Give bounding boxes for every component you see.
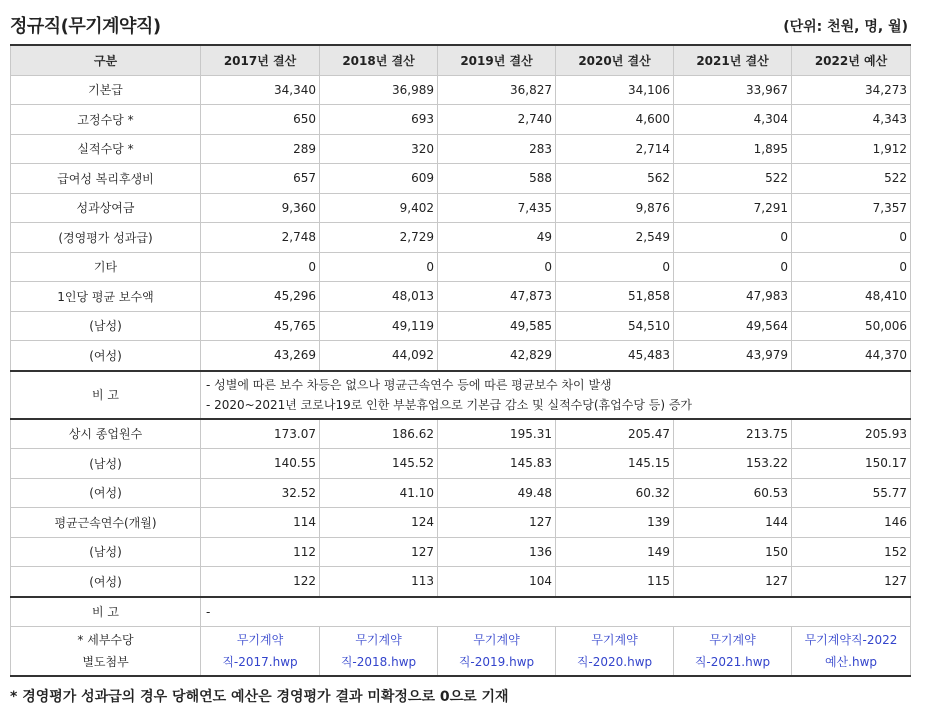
table-cell: 122 (201, 567, 320, 597)
table-row (11, 223, 911, 253)
table-cell: 650 (201, 105, 320, 135)
attachment-file-line: 직-2021.hwp (694, 655, 771, 669)
attachment-cell (792, 627, 911, 677)
attachment-cell (320, 627, 438, 677)
table-row (11, 311, 911, 341)
table-cell: 562 (556, 164, 674, 194)
table-cell: 150 (674, 537, 792, 567)
table-cell: 127 (438, 508, 556, 538)
column-header: 2017년 결산 (201, 45, 320, 75)
table-row (11, 341, 911, 371)
table-cell: 7,435 (438, 193, 556, 223)
attachment-file-line: 직-2019.hwp (458, 655, 535, 669)
table-cell: 2,740 (438, 105, 556, 135)
table-cell: 213.75 (674, 419, 792, 449)
table-cell: 60.32 (556, 478, 674, 508)
table-cell: 43,269 (201, 341, 320, 371)
table-cell: 205.93 (792, 419, 911, 449)
table-cell: 36,827 (438, 75, 556, 105)
table-row (11, 252, 911, 282)
table-cell: 54,510 (556, 311, 674, 341)
table-row (11, 164, 911, 194)
table-row (11, 537, 911, 567)
table-cell: 124 (320, 508, 438, 538)
attachment-file-link[interactable] (797, 629, 905, 673)
table-cell: 2,714 (556, 134, 674, 164)
table-cell: 43,979 (674, 341, 792, 371)
table-cell: 114 (201, 508, 320, 538)
table-cell: 195.31 (438, 419, 556, 449)
table-cell: 47,873 (438, 282, 556, 312)
attachment-file-line: 무기계약 (473, 633, 520, 647)
table-cell: 127 (320, 537, 438, 567)
remark-label: 비 고 (11, 371, 201, 419)
table-cell: 49 (438, 223, 556, 253)
table-cell: 34,273 (792, 75, 911, 105)
table-cell: 0 (201, 252, 320, 282)
row-label: 성과상여금 (11, 193, 201, 223)
table-cell: 145.52 (320, 449, 438, 479)
table-cell: 186.62 (320, 419, 438, 449)
table-cell: 104 (438, 567, 556, 597)
table-cell: 149 (556, 537, 674, 567)
attachment-file-line: 무기계약 (591, 633, 638, 647)
table-cell: 145.83 (438, 449, 556, 479)
table-cell: 1,895 (674, 134, 792, 164)
row-label: (남성) (11, 311, 201, 341)
table-cell: 34,106 (556, 75, 674, 105)
table-cell: 283 (438, 134, 556, 164)
row-label: 기본급 (11, 75, 201, 105)
page-title: 정규직(무기계약직) (10, 16, 161, 37)
table-cell: 36,989 (320, 75, 438, 105)
table-cell: 522 (674, 164, 792, 194)
attachment-file-line: 무기계약 (236, 633, 284, 647)
table-row (11, 449, 911, 479)
table-cell: 44,370 (792, 341, 911, 371)
remark-row (11, 597, 911, 627)
table-cell: 4,343 (792, 105, 911, 135)
table-row (11, 134, 911, 164)
row-label: 기타 (11, 252, 201, 282)
table-cell: 41.10 (320, 478, 438, 508)
attachment-cell (438, 627, 556, 677)
table-cell: 51,858 (556, 282, 674, 312)
footnote: * 경영평가 성과급의 경우 당해연도 예산은 경영평가 결과 미확정으로 0으로 기재 (10, 689, 509, 705)
table-cell: 0 (792, 223, 911, 253)
attachment-file-line: 무기계약직-2022 (804, 633, 898, 647)
table-cell: 205.47 (556, 419, 674, 449)
table-cell: 34,340 (201, 75, 320, 105)
column-header: 2022년 예산 (792, 45, 911, 75)
table-row (11, 75, 911, 105)
table-cell: 60.53 (674, 478, 792, 508)
table-cell: 7,357 (792, 193, 911, 223)
table-row (11, 105, 911, 135)
table-cell: 4,600 (556, 105, 674, 135)
table-cell: 55.77 (792, 478, 911, 508)
table-cell: 47,983 (674, 282, 792, 312)
table-cell: 45,483 (556, 341, 674, 371)
attachment-cell (674, 627, 792, 677)
table-cell: 0 (792, 252, 911, 282)
table-cell: 0 (320, 252, 438, 282)
row-label: (여성) (11, 567, 201, 597)
attachment-label-line: 별도첨부 (82, 655, 129, 669)
table-cell: 289 (201, 134, 320, 164)
table-cell: 152 (792, 537, 911, 567)
table-cell: 145.15 (556, 449, 674, 479)
table-cell: 113 (320, 567, 438, 597)
attachment-label (11, 627, 201, 677)
table-cell: 693 (320, 105, 438, 135)
row-label: (경영평가 성과급) (11, 223, 201, 253)
row-label: (남성) (11, 449, 201, 479)
table-cell: 2,748 (201, 223, 320, 253)
attachment-file-line: 직-2017.hwp (222, 655, 298, 669)
remark-row (11, 371, 911, 419)
column-header: 구분 (11, 45, 201, 75)
table-row (11, 508, 911, 538)
table-cell: 139 (556, 508, 674, 538)
remark-line: - 성별에 따른 보수 차등은 없으나 평균근속연수 등에 따른 평균보수 차이 발생 (206, 377, 612, 392)
table-cell: 9,876 (556, 193, 674, 223)
table-cell: 140.55 (201, 449, 320, 479)
row-label: 급여성 복리후생비 (11, 164, 201, 194)
table-header-row (11, 45, 911, 75)
attachment-cell (201, 627, 320, 677)
row-label: 평균근속연수(개월) (11, 508, 201, 538)
table-cell: 144 (674, 508, 792, 538)
attachment-file-link[interactable] (325, 629, 432, 673)
table-cell: 136 (438, 537, 556, 567)
unit-label: (단위: 천원, 명, 월) (783, 19, 908, 35)
remark-note (201, 371, 911, 419)
table-cell: 33,967 (674, 75, 792, 105)
table-cell: 48,410 (792, 282, 911, 312)
column-header: 2018년 결산 (320, 45, 438, 75)
remark-note: - (201, 597, 911, 627)
table-cell: 173.07 (201, 419, 320, 449)
table-row (11, 419, 911, 449)
row-label: 고정수당 * (11, 105, 201, 135)
table-cell: 45,296 (201, 282, 320, 312)
row-label: (여성) (11, 341, 201, 371)
table-cell: 153.22 (674, 449, 792, 479)
table-cell: 127 (792, 567, 911, 597)
remark-label: 비 고 (11, 597, 201, 627)
table-cell: 0 (674, 223, 792, 253)
attachment-row (11, 627, 911, 677)
table-cell: 2,549 (556, 223, 674, 253)
row-label: (여성) (11, 478, 201, 508)
table-cell: 150.17 (792, 449, 911, 479)
table-cell: 320 (320, 134, 438, 164)
column-header: 2021년 결산 (674, 45, 792, 75)
attachment-file-line: 직-2020.hwp (576, 655, 653, 669)
table-cell: 7,291 (674, 193, 792, 223)
attachment-file-line: 무기계약 (355, 633, 402, 647)
attachment-file-link[interactable] (679, 629, 786, 673)
attachment-label-line: * 세부수당 (77, 633, 134, 647)
table-cell: 657 (201, 164, 320, 194)
table-cell: 49,119 (320, 311, 438, 341)
attachment-file-line: 직-2018.hwp (340, 655, 417, 669)
table-cell: 48,013 (320, 282, 438, 312)
compensation-table (10, 44, 911, 677)
table-cell: 609 (320, 164, 438, 194)
table-cell: 50,006 (792, 311, 911, 341)
table-row (11, 193, 911, 223)
table-cell: 146 (792, 508, 911, 538)
staff-section (11, 419, 911, 597)
table-cell: 127 (674, 567, 792, 597)
remark-line: - 2020~2021년 코로나19로 인한 부분휴업으로 기본급 감소 및 실적수당(휴업수당 등) 증가 (206, 397, 693, 412)
table-cell: 9,402 (320, 193, 438, 223)
table-cell: 0 (438, 252, 556, 282)
table-cell: 44,092 (320, 341, 438, 371)
table-cell: 522 (792, 164, 911, 194)
row-label: 상시 종업원수 (11, 419, 201, 449)
column-header: 2020년 결산 (556, 45, 674, 75)
table-cell: 0 (674, 252, 792, 282)
table-cell: 32.52 (201, 478, 320, 508)
table-row (11, 567, 911, 597)
page-header (0, 0, 938, 44)
row-label: (남성) (11, 537, 201, 567)
table-cell: 49,564 (674, 311, 792, 341)
column-header: 2019년 결산 (438, 45, 556, 75)
attachment-file-line: 무기계약 (709, 633, 756, 647)
attachment-file-link[interactable] (206, 629, 314, 673)
row-label: 실적수당 * (11, 134, 201, 164)
table-cell: 0 (556, 252, 674, 282)
table-cell: 112 (201, 537, 320, 567)
table-cell: 45,765 (201, 311, 320, 341)
table-cell: 9,360 (201, 193, 320, 223)
table-cell: 588 (438, 164, 556, 194)
pay-section (11, 75, 911, 371)
table-cell: 42,829 (438, 341, 556, 371)
table-cell: 49,585 (438, 311, 556, 341)
row-label: 1인당 평균 보수액 (11, 282, 201, 312)
table-row (11, 478, 911, 508)
table-row (11, 282, 911, 312)
table-cell: 1,912 (792, 134, 911, 164)
table-cell: 115 (556, 567, 674, 597)
attachment-file-line: 예산.hwp (824, 655, 878, 669)
attachment-file-link[interactable] (443, 629, 550, 673)
table-cell: 2,729 (320, 223, 438, 253)
table-cell: 49.48 (438, 478, 556, 508)
attachment-file-link[interactable] (561, 629, 668, 673)
table-cell: 4,304 (674, 105, 792, 135)
attachment-cell (556, 627, 674, 677)
